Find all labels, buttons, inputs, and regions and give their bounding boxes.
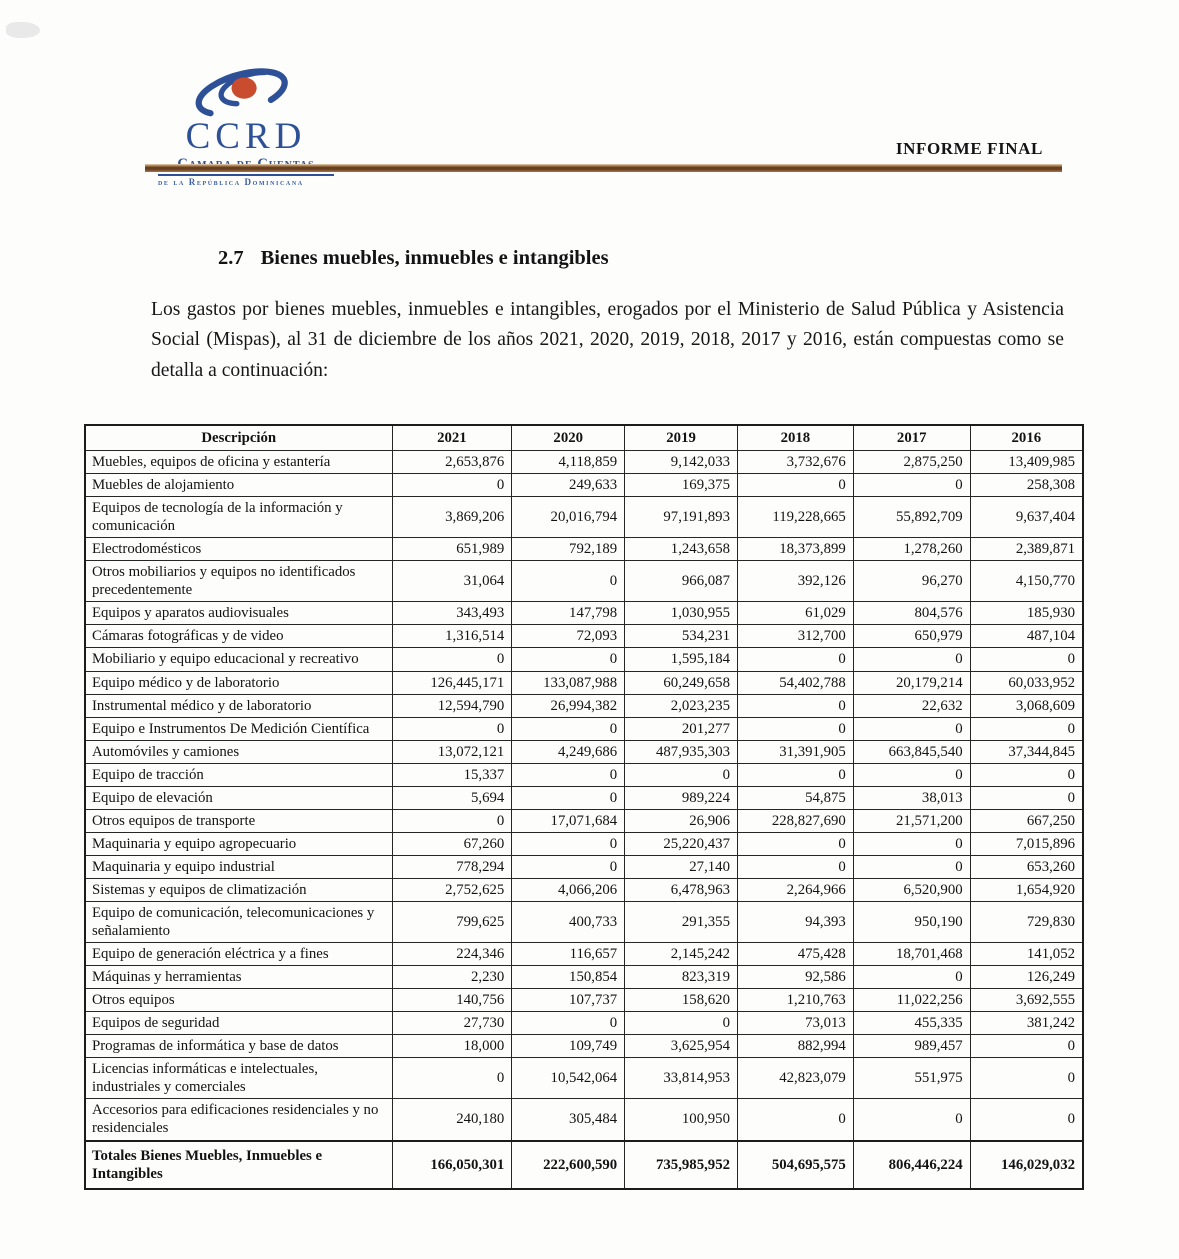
report-label: INFORME FINAL	[895, 139, 1043, 158]
value-cell: 61,029	[737, 602, 853, 625]
value-cell: 0	[512, 1012, 625, 1035]
value-cell: 291,355	[625, 901, 738, 942]
value-cell: 0	[853, 648, 970, 671]
value-cell: 9,637,404	[970, 497, 1083, 538]
table-header-row	[85, 425, 1083, 451]
value-cell: 141,052	[970, 943, 1083, 966]
value-cell: 240,180	[392, 1099, 512, 1141]
column-header-year-2020: 2020	[512, 425, 625, 451]
table-row	[85, 855, 1083, 878]
value-cell: 147,798	[512, 602, 625, 625]
value-cell: 0	[737, 763, 853, 786]
value-cell: 0	[512, 717, 625, 740]
value-cell: 0	[737, 474, 853, 497]
table-row	[85, 1058, 1083, 1099]
table-row	[85, 989, 1083, 1012]
row-label-cell: Programas de informática y base de datos	[85, 1035, 392, 1058]
value-cell: 42,823,079	[737, 1058, 853, 1099]
value-cell: 119,228,665	[737, 497, 853, 538]
value-cell: 343,493	[392, 602, 512, 625]
value-cell: 0	[512, 855, 625, 878]
value-cell: 22,632	[853, 694, 970, 717]
value-cell: 804,576	[853, 602, 970, 625]
value-cell: 55,892,709	[853, 497, 970, 538]
value-cell: 651,989	[392, 538, 512, 561]
value-cell: 2,875,250	[853, 451, 970, 474]
totals-value-cell: 735,985,952	[625, 1141, 738, 1189]
value-cell: 109,749	[512, 1035, 625, 1058]
value-cell: 26,906	[625, 809, 738, 832]
row-label-cell: Equipo de generación eléctrica y a fines	[85, 943, 392, 966]
value-cell: 18,000	[392, 1035, 512, 1058]
value-cell: 126,445,171	[392, 671, 512, 694]
section-title: Bienes muebles, inmuebles e intangibles	[260, 247, 609, 269]
value-cell: 4,150,770	[970, 561, 1083, 602]
table-row	[85, 740, 1083, 763]
value-cell: 185,930	[970, 602, 1083, 625]
value-cell: 38,013	[853, 786, 970, 809]
value-cell: 4,118,859	[512, 451, 625, 474]
value-cell: 0	[512, 561, 625, 602]
value-cell: 258,308	[970, 474, 1083, 497]
value-cell: 0	[853, 855, 970, 878]
value-cell: 31,391,905	[737, 740, 853, 763]
value-cell: 0	[737, 832, 853, 855]
value-cell: 2,230	[392, 966, 512, 989]
value-cell: 0	[392, 809, 512, 832]
row-label-cell: Equipo e Instrumentos De Medición Científica	[85, 717, 392, 740]
ccrd-swirl-icon	[158, 62, 334, 118]
column-header-year-2016: 2016	[970, 425, 1083, 451]
value-cell: 92,586	[737, 966, 853, 989]
value-cell: 0	[737, 648, 853, 671]
value-cell: 392,126	[737, 561, 853, 602]
row-label-cell: Sistemas y equipos de climatización	[85, 878, 392, 901]
scan-artifact	[6, 22, 40, 38]
table-header	[85, 425, 1083, 451]
value-cell: 0	[392, 717, 512, 740]
value-cell: 3,869,206	[392, 497, 512, 538]
column-header-year-2019: 2019	[625, 425, 738, 451]
row-label-cell: Cámaras fotográficas y de video	[85, 625, 392, 648]
table-row	[85, 602, 1083, 625]
expenses-table	[84, 424, 1084, 1190]
value-cell: 224,346	[392, 943, 512, 966]
totals-row	[85, 1141, 1083, 1189]
value-cell: 6,520,900	[853, 878, 970, 901]
row-label-cell: Equipos de tecnología de la información y comunicación	[85, 497, 392, 538]
totals-value-cell: 146,029,032	[970, 1141, 1083, 1189]
value-cell: 455,335	[853, 1012, 970, 1035]
table-row	[85, 497, 1083, 538]
value-cell: 25,220,437	[625, 832, 738, 855]
row-label-cell: Otros mobiliarios y equipos no identificados precedentemente	[85, 561, 392, 602]
table-row	[85, 786, 1083, 809]
value-cell: 18,373,899	[737, 538, 853, 561]
value-cell: 0	[512, 786, 625, 809]
intro-paragraph: Los gastos por bienes muebles, inmuebles e intangibles, erogados por el Ministerio de Salud Pública y Asistencia Social (Mispas), al 31 de diciembre de los años 2021, 2020, 2019, 2018, 2017 y 2016, están compuestas como se detalla a continuación:	[151, 299, 1064, 381]
value-cell: 60,249,658	[625, 671, 738, 694]
value-cell: 3,692,555	[970, 989, 1083, 1012]
value-cell: 1,278,260	[853, 538, 970, 561]
table-body	[85, 451, 1083, 1189]
value-cell: 10,542,064	[512, 1058, 625, 1099]
value-cell: 0	[625, 763, 738, 786]
value-cell: 0	[392, 474, 512, 497]
table-row	[85, 538, 1083, 561]
value-cell: 13,072,121	[392, 740, 512, 763]
value-cell: 667,250	[970, 809, 1083, 832]
row-label-cell: Mobiliario y equipo educacional y recreativo	[85, 648, 392, 671]
value-cell: 0	[970, 786, 1083, 809]
value-cell: 140,756	[392, 989, 512, 1012]
value-cell: 67,260	[392, 832, 512, 855]
value-cell: 72,093	[512, 625, 625, 648]
value-cell: 989,224	[625, 786, 738, 809]
value-cell: 966,087	[625, 561, 738, 602]
value-cell: 20,016,794	[512, 497, 625, 538]
table-row	[85, 625, 1083, 648]
value-cell: 5,694	[392, 786, 512, 809]
value-cell: 0	[512, 832, 625, 855]
row-label-cell: Otros equipos	[85, 989, 392, 1012]
table-row	[85, 671, 1083, 694]
value-cell: 3,068,609	[970, 694, 1083, 717]
value-cell: 487,104	[970, 625, 1083, 648]
value-cell: 0	[970, 1035, 1083, 1058]
table-row	[85, 694, 1083, 717]
column-header-year-2018: 2018	[737, 425, 853, 451]
row-label-cell: Equipos de seguridad	[85, 1012, 392, 1035]
value-cell: 0	[970, 717, 1083, 740]
row-label-cell: Equipo médico y de laboratorio	[85, 671, 392, 694]
value-cell: 2,752,625	[392, 878, 512, 901]
logo-acronym: CCRD	[185, 116, 307, 157]
value-cell: 0	[970, 648, 1083, 671]
totals-label-cell: Totales Bienes Muebles, Inmuebles e Intangibles	[85, 1141, 392, 1189]
row-label-cell: Automóviles y camiones	[85, 740, 392, 763]
value-cell: 823,319	[625, 966, 738, 989]
section-number: 2.7	[218, 247, 244, 269]
row-label-cell: Maquinaria y equipo industrial	[85, 855, 392, 878]
value-cell: 1,654,920	[970, 878, 1083, 901]
column-header-description: Descripción	[85, 425, 392, 451]
value-cell: 487,935,303	[625, 740, 738, 763]
value-cell: 7,015,896	[970, 832, 1083, 855]
value-cell: 2,389,871	[970, 538, 1083, 561]
value-cell: 663,845,540	[853, 740, 970, 763]
value-cell: 0	[392, 648, 512, 671]
value-cell: 73,013	[737, 1012, 853, 1035]
totals-value-cell: 504,695,575	[737, 1141, 853, 1189]
value-cell: 17,071,684	[512, 809, 625, 832]
value-cell: 650,979	[853, 625, 970, 648]
value-cell: 534,231	[625, 625, 738, 648]
totals-value-cell: 806,446,224	[853, 1141, 970, 1189]
value-cell: 150,854	[512, 966, 625, 989]
section-heading	[218, 247, 609, 270]
value-cell: 96,270	[853, 561, 970, 602]
table-row	[85, 809, 1083, 832]
value-cell: 37,344,845	[970, 740, 1083, 763]
value-cell: 792,189	[512, 538, 625, 561]
value-cell: 0	[853, 1099, 970, 1141]
value-cell: 0	[853, 966, 970, 989]
value-cell: 475,428	[737, 943, 853, 966]
value-cell: 9,142,033	[625, 451, 738, 474]
value-cell: 158,620	[625, 989, 738, 1012]
value-cell: 249,633	[512, 474, 625, 497]
value-cell: 0	[970, 1099, 1083, 1141]
value-cell: 116,657	[512, 943, 625, 966]
row-label-cell: Equipo de tracción	[85, 763, 392, 786]
value-cell: 0	[970, 763, 1083, 786]
value-cell: 0	[737, 717, 853, 740]
value-cell: 12,594,790	[392, 694, 512, 717]
value-cell: 2,023,235	[625, 694, 738, 717]
row-label-cell: Electrodomésticos	[85, 538, 392, 561]
value-cell: 3,732,676	[737, 451, 853, 474]
value-cell: 1,210,763	[737, 989, 853, 1012]
value-cell: 0	[970, 1058, 1083, 1099]
value-cell: 653,260	[970, 855, 1083, 878]
value-cell: 305,484	[512, 1099, 625, 1141]
table-row	[85, 878, 1083, 901]
value-cell: 799,625	[392, 901, 512, 942]
value-cell: 54,402,788	[737, 671, 853, 694]
value-cell: 0	[737, 1099, 853, 1141]
row-label-cell: Maquinaria y equipo agropecuario	[85, 832, 392, 855]
row-label-cell: Instrumental médico y de laboratorio	[85, 694, 392, 717]
header-rule-divider	[145, 164, 1062, 172]
value-cell: 15,337	[392, 763, 512, 786]
value-cell: 950,190	[853, 901, 970, 942]
value-cell: 1,243,658	[625, 538, 738, 561]
table-row	[85, 451, 1083, 474]
row-label-cell: Licencias informáticas e intelectuales, industriales y comerciales	[85, 1058, 392, 1099]
value-cell: 31,064	[392, 561, 512, 602]
value-cell: 133,087,988	[512, 671, 625, 694]
value-cell: 228,827,690	[737, 809, 853, 832]
value-cell: 989,457	[853, 1035, 970, 1058]
value-cell: 27,730	[392, 1012, 512, 1035]
totals-value-cell: 222,600,590	[512, 1141, 625, 1189]
value-cell: 0	[737, 694, 853, 717]
table-row	[85, 966, 1083, 989]
table-row	[85, 1099, 1083, 1141]
value-cell: 0	[853, 474, 970, 497]
value-cell: 13,409,985	[970, 451, 1083, 474]
row-label-cell: Accesorios para edificaciones residenciales y no residenciales	[85, 1099, 392, 1141]
table-row	[85, 474, 1083, 497]
value-cell: 0	[737, 855, 853, 878]
column-header-year-2017: 2017	[853, 425, 970, 451]
value-cell: 1,316,514	[392, 625, 512, 648]
value-cell: 201,277	[625, 717, 738, 740]
value-cell: 20,179,214	[853, 671, 970, 694]
value-cell: 54,875	[737, 786, 853, 809]
value-cell: 97,191,893	[625, 497, 738, 538]
value-cell: 26,994,382	[512, 694, 625, 717]
totals-value-cell: 166,050,301	[392, 1141, 512, 1189]
table-row	[85, 1035, 1083, 1058]
value-cell: 0	[512, 648, 625, 671]
value-cell: 6,478,963	[625, 878, 738, 901]
value-cell: 0	[853, 832, 970, 855]
table-row	[85, 717, 1083, 740]
value-cell: 0	[512, 763, 625, 786]
value-cell: 400,733	[512, 901, 625, 942]
value-cell: 551,975	[853, 1058, 970, 1099]
value-cell: 27,140	[625, 855, 738, 878]
row-label-cell: Otros equipos de transporte	[85, 809, 392, 832]
value-cell: 4,249,686	[512, 740, 625, 763]
value-cell: 107,737	[512, 989, 625, 1012]
value-cell: 0	[625, 1012, 738, 1035]
value-cell: 33,814,953	[625, 1058, 738, 1099]
value-cell: 2,145,242	[625, 943, 738, 966]
value-cell: 169,375	[625, 474, 738, 497]
column-header-year-2021: 2021	[392, 425, 512, 451]
value-cell: 126,249	[970, 966, 1083, 989]
value-cell: 11,022,256	[853, 989, 970, 1012]
table-row	[85, 943, 1083, 966]
value-cell: 381,242	[970, 1012, 1083, 1035]
value-cell: 2,653,876	[392, 451, 512, 474]
value-cell: 1,030,955	[625, 602, 738, 625]
value-cell: 21,571,200	[853, 809, 970, 832]
row-label-cell: Máquinas y herramientas	[85, 966, 392, 989]
value-cell: 2,264,966	[737, 878, 853, 901]
table-row	[85, 901, 1083, 942]
row-label-cell: Muebles de alojamiento	[85, 474, 392, 497]
value-cell: 60,033,952	[970, 671, 1083, 694]
value-cell: 94,393	[737, 901, 853, 942]
value-cell: 3,625,954	[625, 1035, 738, 1058]
row-label-cell: Equipo de elevación	[85, 786, 392, 809]
value-cell: 0	[392, 1058, 512, 1099]
table-row	[85, 1012, 1083, 1035]
value-cell: 729,830	[970, 901, 1083, 942]
table-row	[85, 561, 1083, 602]
table-row	[85, 763, 1083, 786]
value-cell: 0	[853, 763, 970, 786]
value-cell: 312,700	[737, 625, 853, 648]
value-cell: 100,950	[625, 1099, 738, 1141]
value-cell: 18,701,468	[853, 943, 970, 966]
row-label-cell: Equipo de comunicación, telecomunicaciones y señalamiento	[85, 901, 392, 942]
value-cell: 0	[853, 717, 970, 740]
row-label-cell: Equipos y aparatos audiovisuales	[85, 602, 392, 625]
table-row	[85, 648, 1083, 671]
row-label-cell: Muebles, equipos de oficina y estantería	[85, 451, 392, 474]
value-cell: 778,294	[392, 855, 512, 878]
value-cell: 882,994	[737, 1035, 853, 1058]
table-row	[85, 832, 1083, 855]
value-cell: 1,595,184	[625, 648, 738, 671]
value-cell: 4,066,206	[512, 878, 625, 901]
logo-org-line2: de la República Dominicana	[158, 176, 304, 187]
